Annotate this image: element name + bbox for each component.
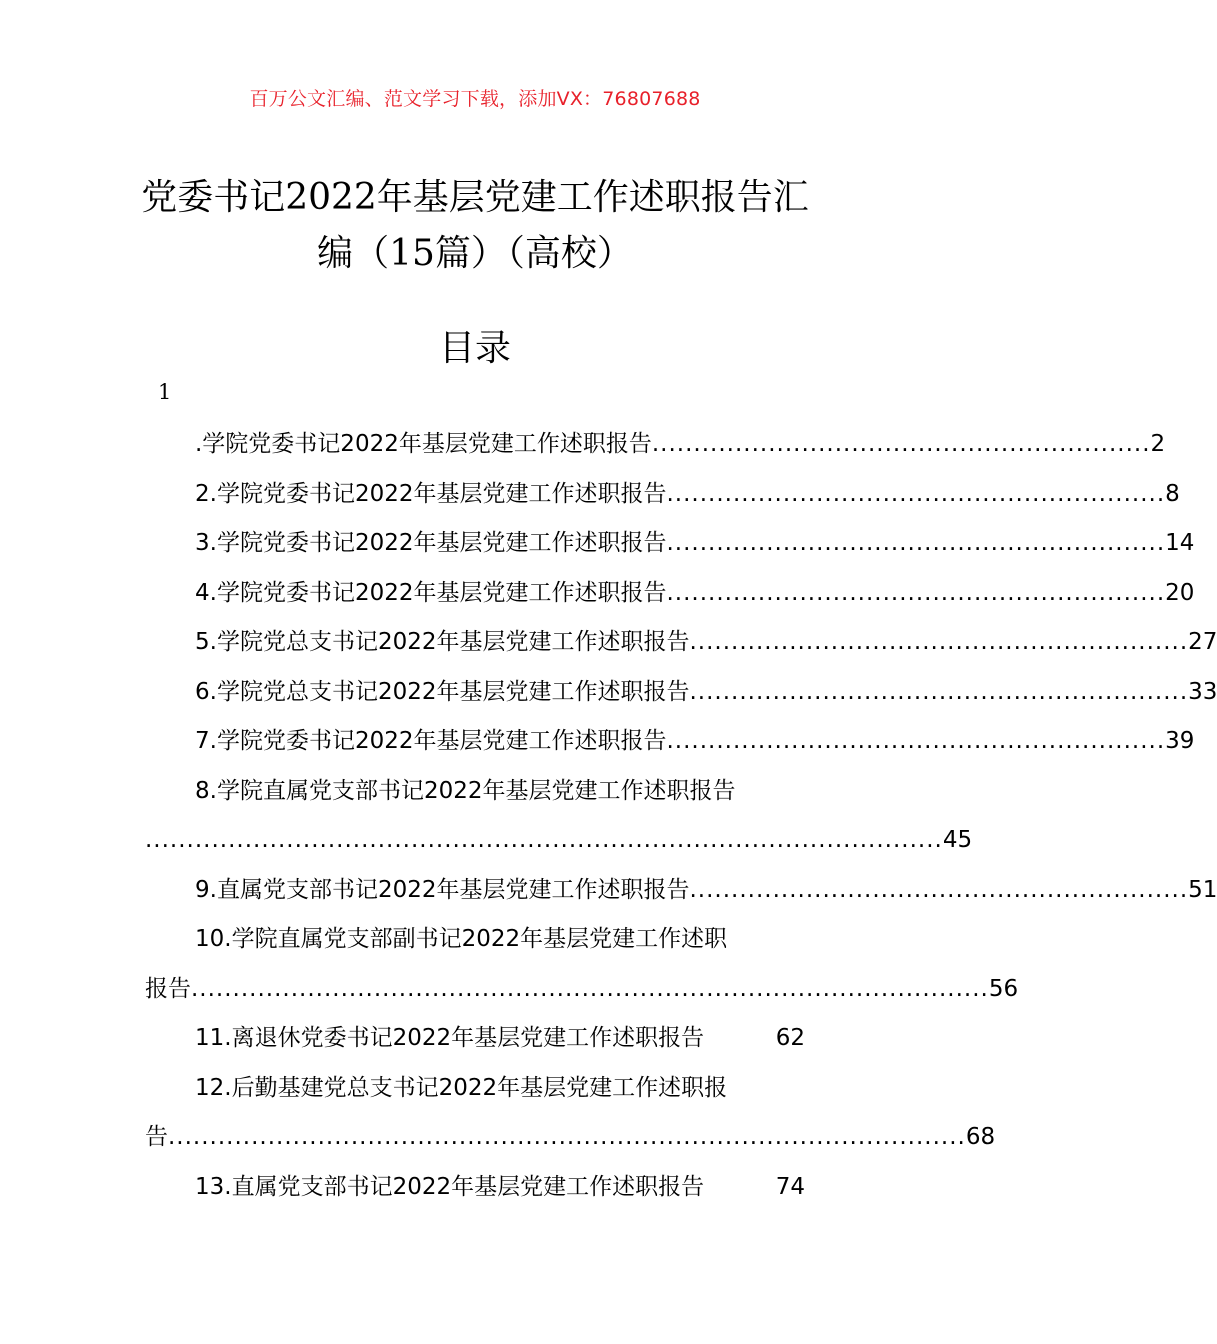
toc-entry[interactable] xyxy=(145,470,1180,520)
dot-leader: ................................................................................................ xyxy=(168,1124,966,1150)
dot-leader: ................................................................................................ xyxy=(145,827,943,853)
dot-leader: ............................................................ xyxy=(689,876,1189,903)
dot-leader xyxy=(704,1014,776,1064)
toc-entry-page: 20 xyxy=(1165,579,1195,606)
table-of-contents xyxy=(145,420,1217,1212)
toc-entry-page: 2 xyxy=(1150,431,1166,457)
toc-entry-page: 33 xyxy=(1188,678,1217,705)
header-note: 百万公文汇编、范文学习下载，添加VX：76807688 xyxy=(249,88,701,110)
toc-entry-label: .学院党委书记2022年基层党建工作述职报告 xyxy=(195,431,652,457)
toc-heading: 目录 xyxy=(438,328,511,369)
toc-entry-label-continued: 报告 xyxy=(145,975,191,1002)
toc-entry[interactable] xyxy=(145,618,1217,668)
toc-entry[interactable] xyxy=(145,1014,805,1064)
toc-entry-label: 8.学院直属党支部书记2022年基层党建工作述职报告 xyxy=(195,777,736,804)
toc-entry-page: 56 xyxy=(988,975,1019,1002)
toc-entry-label: 2.学院党委书记2022年基层党建工作述职报告 xyxy=(195,480,667,507)
toc-entry[interactable] xyxy=(145,519,1195,569)
toc-entry[interactable] xyxy=(145,717,1195,767)
toc-entry-label: 9.直属党支部书记2022年基层党建工作述职报告 xyxy=(195,876,690,903)
dot-leader: ................................................................................................ xyxy=(191,975,989,1002)
toc-entry-label: 3.学院党委书记2022年基层党建工作述职报告 xyxy=(195,530,667,556)
toc-entry[interactable] xyxy=(145,569,1195,619)
toc-entry[interactable] xyxy=(145,668,1217,718)
toc-entry-page: 51 xyxy=(1188,876,1217,903)
dot-leader: ............................................................ xyxy=(689,629,1189,655)
toc-entry[interactable] xyxy=(145,1064,996,1163)
toc-entry-label-continued: 告 xyxy=(145,1124,168,1150)
toc-entry-label: 13.直属党支部书记2022年基层党建工作述职报告 xyxy=(195,1173,705,1200)
dot-leader: ............................................................ xyxy=(666,530,1166,556)
dot-leader: ............................................................ xyxy=(651,431,1151,457)
toc-entry-page: 8 xyxy=(1165,480,1180,507)
dot-leader: ............................................................ xyxy=(689,678,1189,705)
toc-entry-page: 62 xyxy=(775,1025,805,1051)
document-title xyxy=(120,170,830,282)
toc-entry-label: 11.离退休党委书记2022年基层党建工作述职报告 xyxy=(195,1025,705,1051)
toc-entry[interactable] xyxy=(145,767,973,866)
toc-entry[interactable] xyxy=(145,420,1166,470)
toc-entry-label: 6.学院党总支书记2022年基层党建工作述职报告 xyxy=(195,678,690,705)
title-line-1: 党委书记2022年基层党建工作述职报告汇 xyxy=(141,177,809,218)
toc-entry-label: 10.学院直属党支部副书记2022年基层党建工作述职 xyxy=(195,926,728,952)
dot-leader xyxy=(704,1163,776,1213)
toc-entry-page: 39 xyxy=(1165,728,1195,754)
dot-leader: ............................................................ xyxy=(666,480,1166,507)
toc-entry-label: 4.学院党委书记2022年基层党建工作述职报告 xyxy=(195,579,667,606)
toc-entry-label: 7.学院党委书记2022年基层党建工作述职报告 xyxy=(195,728,667,754)
dot-leader: ............................................................ xyxy=(666,728,1166,754)
toc-entry[interactable] xyxy=(145,1163,805,1213)
toc-entry-page: 74 xyxy=(775,1173,805,1200)
toc-entry[interactable] xyxy=(145,866,1217,916)
toc-entry-label: 5.学院党总支书记2022年基层党建工作述职报告 xyxy=(195,629,690,655)
toc-entry-page: 14 xyxy=(1165,530,1195,556)
toc-entry-page: 27 xyxy=(1188,629,1217,655)
toc-entry[interactable] xyxy=(145,915,1019,1014)
toc-first-number: 1 xyxy=(158,380,172,404)
toc-entry-label: 12.后勤基建党总支书记2022年基层党建工作述职报 xyxy=(195,1074,728,1101)
dot-leader: ............................................................ xyxy=(666,579,1166,606)
title-line-2: 编（15篇）（高校） xyxy=(317,233,633,274)
toc-entry-page: 45 xyxy=(942,827,973,853)
toc-entry-page: 68 xyxy=(965,1124,996,1150)
